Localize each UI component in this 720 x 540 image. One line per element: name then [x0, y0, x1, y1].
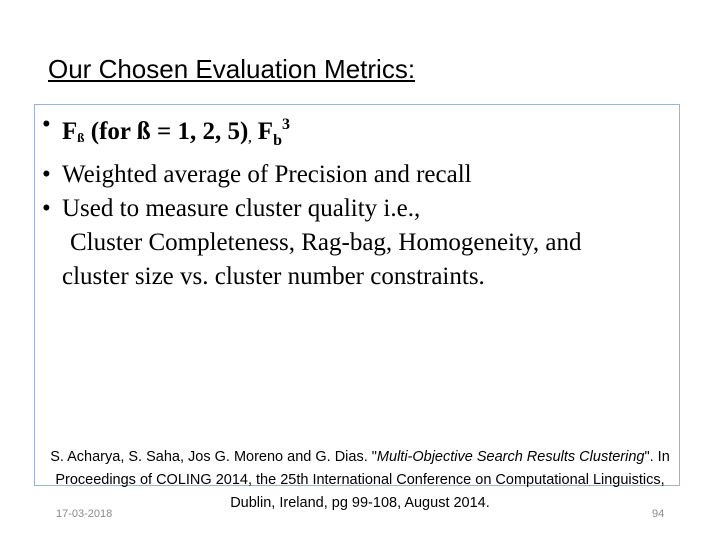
separator-comma: ,	[248, 130, 252, 145]
bullet-text: Used to measure cluster quality i.e.,	[62, 195, 421, 222]
f-beta-values: (for ß = 1, 2, 5)	[84, 118, 249, 145]
page-number: 94	[652, 508, 665, 520]
bullet-item-f-beta	[42, 108, 682, 158]
f-beta-label: F	[62, 118, 78, 145]
fb-label: F	[251, 118, 274, 145]
fb-superscript: 3	[281, 116, 290, 133]
bullet-marker: •	[42, 111, 51, 138]
fb-subscript: b	[273, 132, 282, 149]
footer-date: 17-03-2018	[56, 508, 113, 520]
f-beta-subscript: ß	[77, 130, 85, 145]
bullet-marker: •	[42, 161, 51, 188]
citation-venue: ". In Proceedings of COLING 2014, the 25th International Conference on Computational Linguistics, Dublin, Ireland, pg 99-108, August 2014.	[55, 449, 670, 511]
bullet-marker: •	[42, 195, 51, 222]
bullet-list	[42, 108, 682, 294]
bullet-continuation-line: cluster size vs. cluster number constraints.	[62, 263, 485, 290]
bullet-continuation-line: Cluster Completeness, Rag-bag, Homogeneity, and	[70, 229, 582, 256]
bullet-item-weighted-average	[42, 158, 682, 192]
citation-authors: S. Acharya, S. Saha, Jos G. Moreno and G. Dias. "	[50, 449, 377, 465]
citation-paper-title: Multi-Objective Search Results Clustering	[376, 449, 645, 465]
bullet-item-cluster-quality	[42, 192, 682, 226]
slide-title: Our Chosen Evaluation Metrics:	[48, 54, 416, 84]
bullet-text: Weighted average of Precision and recall	[62, 161, 472, 188]
reference-citation	[50, 446, 670, 515]
